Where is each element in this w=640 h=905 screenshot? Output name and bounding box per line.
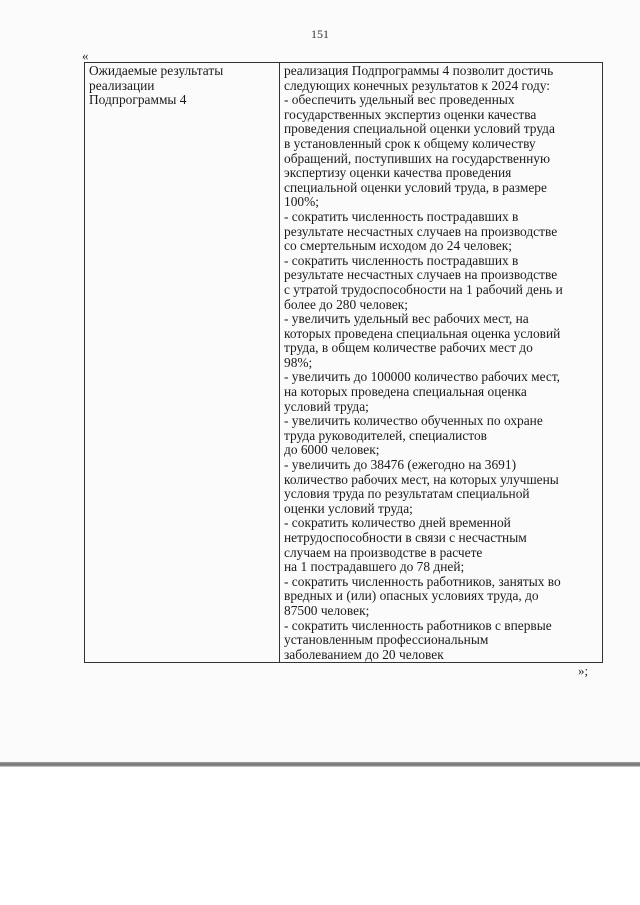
content-line: 98%;: [284, 354, 313, 370]
content-line: в установленный срок к общему количеству: [284, 135, 536, 151]
content-line: случаем на производстве в расчете: [284, 544, 483, 560]
row-label-line: Ожидаемые результаты: [89, 63, 224, 78]
content-line: условий труда;: [284, 398, 369, 414]
row-label-cell: [85, 63, 280, 663]
content-line: проведения специальной оценки условий труда: [284, 121, 555, 137]
content-line: - увеличить до 100000 количество рабочих мест,: [284, 369, 561, 385]
content-line: условия труда по результатам специальной: [284, 486, 530, 502]
closing-quote-mark: »;: [578, 663, 589, 678]
content-line: оценки условий труда;: [284, 500, 413, 516]
content-line: 100%;: [284, 194, 319, 210]
content-line: на которых проведена специальная оценка: [284, 384, 527, 400]
content-line: - увеличить количество обученных по охране: [284, 413, 543, 429]
content-line: результате несчастных случаев на производстве: [284, 223, 558, 239]
content-line: - сократить численность работников, занятых во: [284, 573, 561, 589]
content-line: более до 280 человек;: [284, 296, 409, 312]
content-line: - сократить численность пострадавших в: [284, 252, 519, 268]
content-line: - сократить численность пострадавших в: [284, 208, 519, 224]
content-line: - обеспечить удельный вес проведенных: [284, 92, 515, 108]
content-line: вредных и (или) опасных условиях труда, до: [284, 588, 539, 604]
content-line: количество рабочих мест, на которых улучшены: [284, 471, 559, 487]
content-line: результате несчастных случаев на производстве: [284, 267, 558, 283]
content-line: до 6000 человек;: [284, 442, 380, 458]
content-line: - сократить количество дней временной: [284, 515, 511, 531]
content-line: реализация Подпрограммы 4 позволит достичь: [284, 63, 554, 78]
content-line: обращений, поступивших на государственную: [284, 150, 551, 166]
subprogram-results-table: [84, 62, 603, 663]
content-line: экспертизу оценки качества проведения: [284, 165, 512, 181]
content-line: государственных экспертиз оценки качества: [284, 106, 537, 122]
content-line: - увеличить до 38476 (ежегодно на 3691): [284, 457, 517, 473]
content-line: нетрудоспособности в связи с несчастным: [284, 530, 527, 545]
row-label-line: Подпрограммы 4: [89, 92, 187, 108]
page-number: 151: [311, 27, 329, 41]
content-line: следующих конечных результатов к 2024 году:: [284, 77, 551, 93]
content-line: с утратой трудоспособности на 1 рабочий день и: [284, 281, 563, 297]
content-line: - сократить численность работников с впервые: [284, 617, 552, 633]
content-line: заболеванием до 20 человек: [284, 646, 444, 662]
scan-bottom-edge: [0, 762, 640, 767]
opening-quote-mark: «: [82, 48, 89, 63]
table-row: [85, 63, 603, 663]
content-line: - увеличить удельный вес рабочих мест, на: [284, 311, 529, 327]
content-line: труда руководителей, специалистов: [284, 427, 487, 443]
row-content-cell: [280, 63, 603, 663]
content-line: которых проведена специальная оценка условий: [284, 325, 561, 341]
content-line: установленным профессиональным: [284, 632, 489, 648]
content-line: труда, в общем количестве рабочих мест до: [284, 340, 533, 356]
row-label-line: реализации: [89, 77, 155, 93]
content-line: 87500 человек;: [284, 602, 370, 618]
content-line: специальной оценки условий труда, в размере: [284, 179, 547, 195]
content-line: со смертельным исходом до 24 человек;: [284, 238, 512, 254]
content-line: на 1 пострадавшего до 78 дней;: [284, 559, 465, 575]
